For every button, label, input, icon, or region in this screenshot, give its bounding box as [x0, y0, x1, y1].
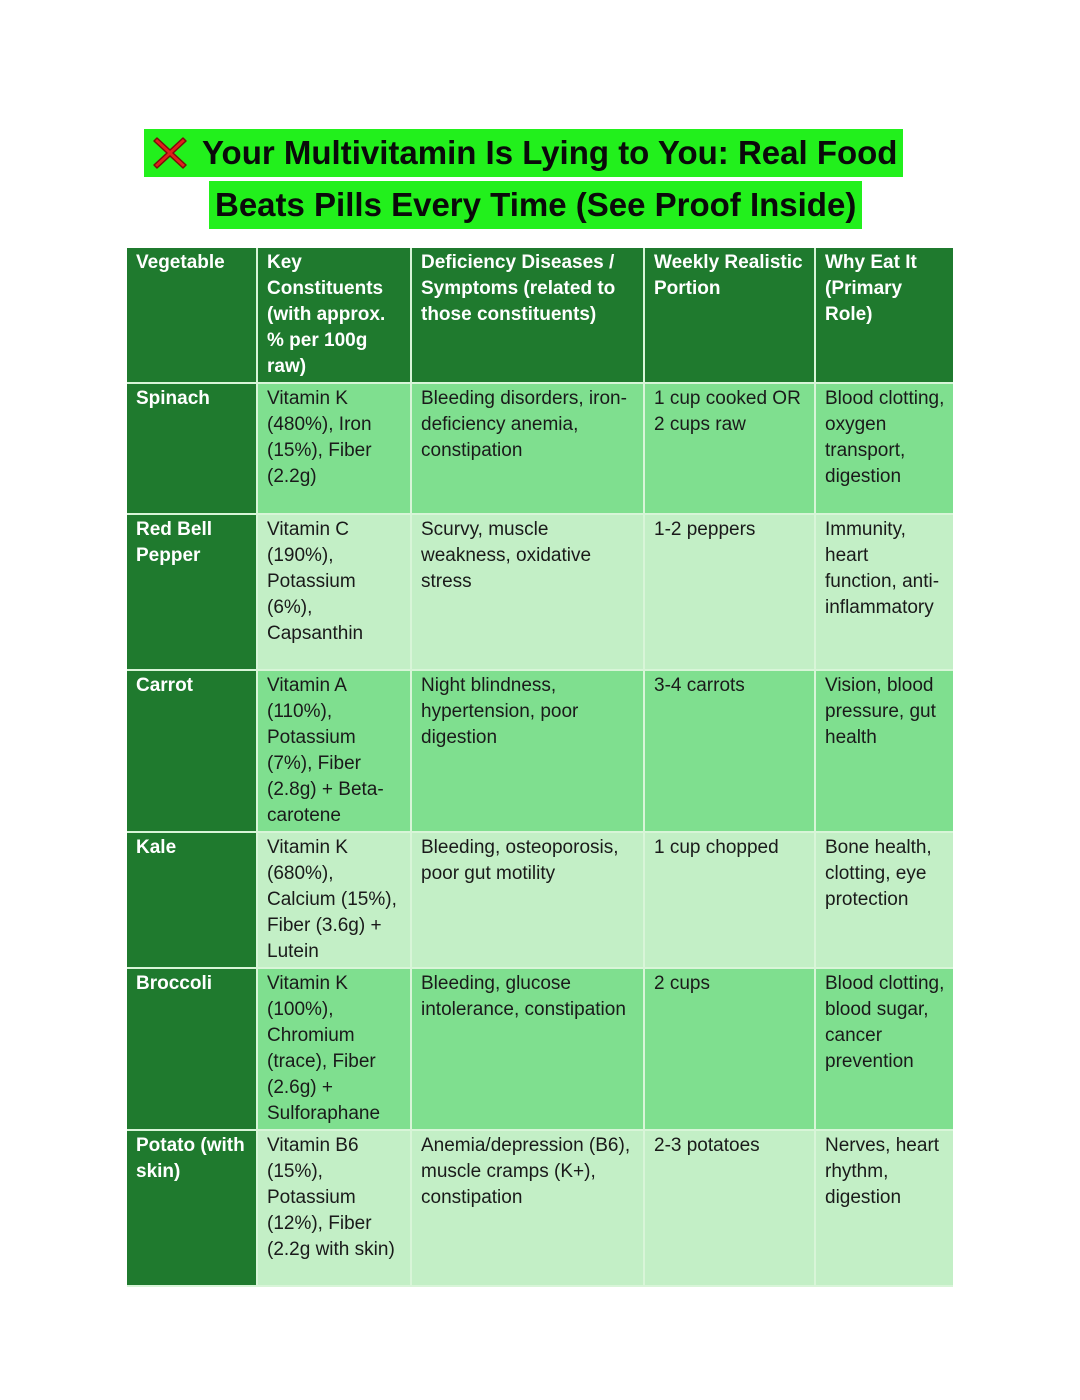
- why-eat-cell: Vision, blood pressure, gut health: [815, 670, 953, 832]
- key-constituents-cell: Vitamin K (680%), Calcium (15%), Fiber (3.6g) + Lutein: [257, 832, 411, 968]
- table-row: [127, 1130, 953, 1286]
- table-row: [127, 383, 953, 514]
- vegetable-name: Carrot: [127, 670, 257, 832]
- header-deficiency: Deficiency Diseases / Symptoms (related to those constituents): [411, 248, 644, 383]
- portion-cell: 1 cup chopped: [644, 832, 815, 968]
- why-eat-cell: Blood clotting, oxygen transport, digestion: [815, 383, 953, 514]
- portion-cell: 2-3 potatoes: [644, 1130, 815, 1286]
- title-text-2: Beats Pills Every Time (See Proof Inside): [215, 186, 857, 223]
- key-constituents-cell: Vitamin K (100%), Chromium (trace), Fiber (2.6g) + Sulforaphane: [257, 968, 411, 1130]
- deficiency-cell: Bleeding, osteoporosis, poor gut motility: [411, 832, 644, 968]
- key-constituents-cell: Vitamin C (190%), Potassium (6%), Capsanthin: [257, 514, 411, 670]
- deficiency-cell: Bleeding disorders, iron-deficiency anemia, constipation: [411, 383, 644, 514]
- table-row: [127, 670, 953, 832]
- header-vegetable: Vegetable: [127, 248, 257, 383]
- key-constituents-cell: Vitamin K (480%), Iron (15%), Fiber (2.2g): [257, 383, 411, 514]
- deficiency-cell: Night blindness, hypertension, poor digestion: [411, 670, 644, 832]
- table-header-row: [127, 248, 953, 383]
- deficiency-cell: Anemia/depression (B6), muscle cramps (K+), constipation: [411, 1130, 644, 1286]
- table-row: [127, 514, 953, 670]
- cross-mark-icon: [150, 133, 190, 173]
- why-eat-cell: Nerves, heart rhythm, digestion: [815, 1130, 953, 1286]
- table-row: [127, 832, 953, 968]
- header-key-constituents: Key Constituents (with approx. % per 100g raw): [257, 248, 411, 383]
- key-constituents-cell: Vitamin A (110%), Potassium (7%), Fiber (2.8g) + Beta-carotene: [257, 670, 411, 832]
- deficiency-cell: Bleeding, glucose intolerance, constipation: [411, 968, 644, 1130]
- vegetable-name: Kale: [127, 832, 257, 968]
- title-line-2: [209, 181, 862, 229]
- portion-cell: 2 cups: [644, 968, 815, 1130]
- deficiency-cell: Scurvy, muscle weakness, oxidative stress: [411, 514, 644, 670]
- why-eat-cell: Bone health, clotting, eye protection: [815, 832, 953, 968]
- title-text-1: Your Multivitamin Is Lying to You: Real Food: [202, 134, 898, 171]
- vegetable-table: [127, 248, 953, 1287]
- vegetable-name: Spinach: [127, 383, 257, 514]
- title-line-1: [144, 129, 903, 177]
- vegetable-name: Red Bell Pepper: [127, 514, 257, 670]
- portion-cell: 1 cup cooked OR 2 cups raw: [644, 383, 815, 514]
- vegetable-name: Broccoli: [127, 968, 257, 1130]
- portion-cell: 3-4 carrots: [644, 670, 815, 832]
- why-eat-cell: Immunity, heart function, anti-inflammatory: [815, 514, 953, 670]
- key-constituents-cell: Vitamin B6 (15%), Potassium (12%), Fiber (2.2g with skin): [257, 1130, 411, 1286]
- portion-cell: 1-2 peppers: [644, 514, 815, 670]
- header-why-eat: Why Eat It (Primary Role): [815, 248, 953, 383]
- vegetable-name: Potato (with skin): [127, 1130, 257, 1286]
- table-row: [127, 968, 953, 1130]
- header-weekly-portion: Weekly Realistic Portion: [644, 248, 815, 383]
- why-eat-cell: Blood clotting, blood sugar, cancer prevention: [815, 968, 953, 1130]
